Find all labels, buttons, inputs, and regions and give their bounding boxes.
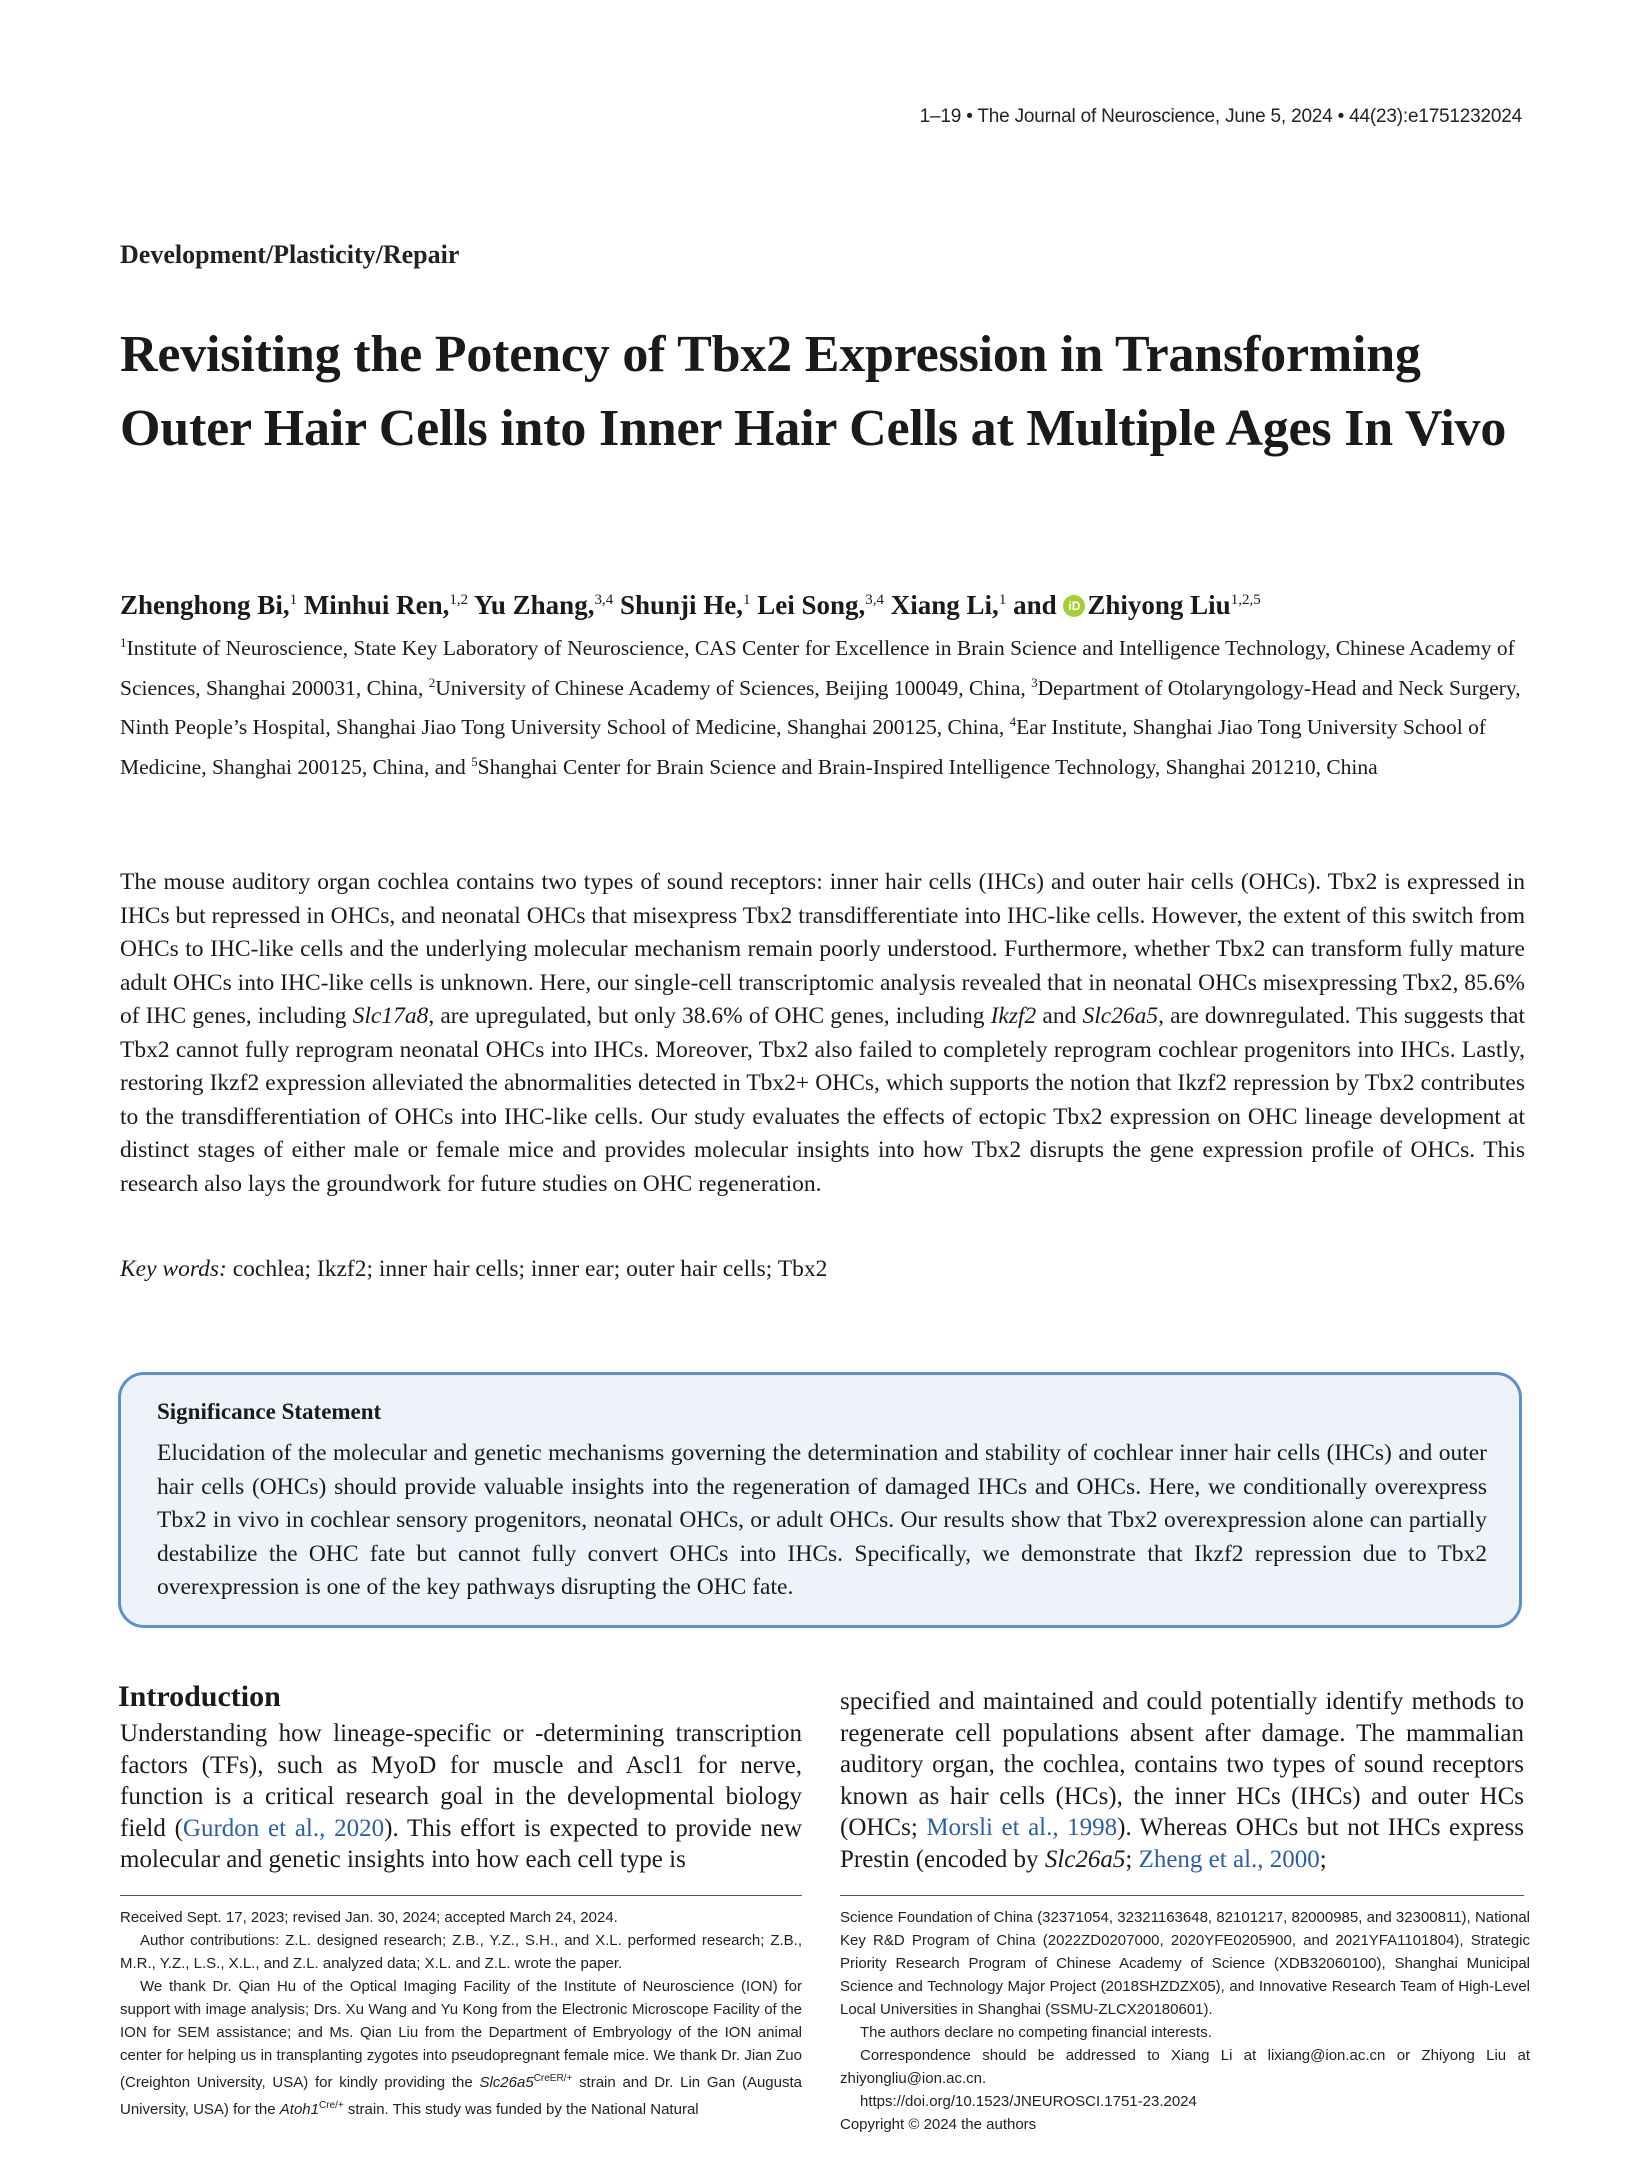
author-name: Minhui Ren, [303,590,450,620]
citation-link[interactable]: Gurdon et al., 2020 [182,1814,385,1842]
correspondence: Correspondence should be addressed to Xiang Li at lixiang@ion.ac.cn or Zhiyong Liu at zhiyongliu@ion.ac.cn. [840,2047,1530,2087]
body-text: Understanding how lineage-specific or -determining transcription factors (TFs), such as MyoD for muscle and Ascl1 for nerve, function is a critical research goal in the developmental biology field ( [120,1720,802,1842]
affiliation-text: Ear Institute, Shanghai Jiao Tong University School of Medicine, Shanghai 200125, China, and [120,715,1487,779]
section-label: Development/Plasticity/Repair [120,240,460,269]
author-affiliation-sup: 3,4 [865,592,885,608]
author-name: Lei Song, [757,590,866,620]
significance-body: Elucidation of the molecular and genetic mechanisms governing the determination and stability of cochlear inner hair cells (IHCs) and outer hair cells (OHCs) should provide valuable insights into the regeneration of damaged IHCs and OHCs. Here, we conditionally overexpress Tbx2 in vivo in cochlear sensory progenitors, neonatal OHCs, or adult OHCs. Our results show that Tbx2 overexpression alone can partially destabilize the OHC fate but cannot fully convert OHCs into IHCs. Specifically, we demonstrate that Ikzf2 repression due to Tbx2 overexpression is one of the key pathways disrupting the OHC fate. [157,1440,1487,1600]
footnote-divider [840,1895,1524,1896]
affiliation-text: University of Chinese Academy of Sciences, Beijing 100049, China, [435,675,1032,700]
doi-link[interactable]: https://doi.org/10.1523/JNEUROSCI.1751-23.2024 [860,2093,1197,2110]
citation-link[interactable]: Morsli et al., 1998 [926,1814,1118,1841]
body-text: ). This effort is expected to provide new molecular and genetic insights into how each cell type is [120,1814,803,1873]
affiliation-number: 3 [1031,674,1038,690]
introduction-left-column [120,1718,802,1876]
affiliation-number: 5 [471,753,478,769]
footnotes-left [120,1906,802,2121]
abstract [120,866,1525,1201]
footnote-text: strain. This study was funded by the National Natural [343,2101,699,2118]
keywords-text: cochlea; Ikzf2; inner hair cells; inner ear; outer hair cells; Tbx2 [232,1256,828,1282]
footnote-divider [120,1895,802,1896]
article-title: Revisiting the Potency of Tbx2 Expression in Transforming Outer Hair Cells into Inner Hair Cells at Multiple Ages In Vivo [120,326,1507,457]
allele-sup: CreER/+ [533,2073,573,2084]
orcid-icon[interactable]: iD [1063,595,1085,617]
funding: Science Foundation of China (32371054, 32321163648, 82101217, 82000985, and 32300811), National Key R&D Program of China (2022ZD0207000, 2020YFE0205900, and 2021YFA1101804), Strategic Priority Research Program of Chinese Academy of Science (XDB32060100), Shanghai Municipal Science and Technology Major Project (2018SHZDZX05), and Innovative Research Team of High-Level Local Universities in Shanghai (SSMU-ZLCX20180601). [840,1909,1530,2018]
significance-title: Significance Statement [157,1399,382,1424]
affiliation-number: 2 [428,674,436,690]
abstract-text: , are downregulated. This suggests that Tbx2 cannot fully reprogram neonatal OHCs into IHCs. Moreover, Tbx2 also failed to completely reprogram cochlear progenitors into IHCs. Lastly, restoring Ikzf2 expression alleviated the abnormalities detected in Tbx2+ OHCs, which supports the notion that Ikzf2 repression by Tbx2 contributes to the transdifferentiation of OHCs into IHC-like cells. Our study evaluates the effects of ectopic Tbx2 expression on OHC lineage development at distinct stages of either male or female mice and provides molecular insights into how Tbx2 disrupts the gene expression profile of OHCs. This research also lays the groundwork for future studies on OHC regeneration. [120,1003,1525,1197]
author-affiliation-sup: 1,2,5 [1230,592,1261,608]
keywords [120,1256,1525,1283]
body-text: ; [1125,1845,1139,1873]
author-affiliation-sup: 1 [289,592,298,608]
abstract-text: The mouse auditory organ cochlea contains two types of sound receptors: inner hair cells (IHCs) and outer hair cells (OHCs). Tbx2 is expressed in IHCs but repressed in OHCs, and neonatal OHCs that misexpress Tbx2 transdifferentiate into IHC-like cells. However, the extent of this switch from OHCs to IHC-like cells and the underlying molecular mechanism remain poorly understood. Furthermore, whether Tbx2 can transform fully mature adult OHCs into IHC-like cells is unknown. Here, our single-cell transcriptomic analysis revealed that in neonatal OHCs misexpressing Tbx2, 85.6% of IHC genes, including [120,869,1525,1029]
gene-name: Slc26a5 [1082,1003,1159,1029]
body-text: ). Whereas OHCs but not IHCs express Prestin (encoded by [840,1814,1524,1873]
affiliation-text: Shanghai Center for Brain Science and Brain-Inspired Intelligence Technology, Shanghai 201210, China [477,754,1378,779]
copyright: Copyright © 2024 the authors [840,2116,1037,2133]
author-name: Shunji He, [619,590,743,620]
author-affiliation-sup: 3,4 [594,592,614,608]
gene-name: Ikzf2 [990,1003,1037,1029]
author-list [120,590,1540,621]
affiliation-number: 4 [1009,714,1017,729]
author-name: Xiang Li, [890,590,999,620]
author-name: Zhenghong Bi, [120,590,290,620]
allele-sup: Cre/+ [318,2100,344,2111]
gene-name: Atoh1 [279,2101,319,2118]
author-name: Yu Zhang, [473,590,595,620]
received-dates: Received Sept. 17, 2023; revised Jan. 30, 2024; accepted March 24, 2024. [120,1909,618,1926]
significance-statement-box [118,1372,1522,1628]
affiliation-number: 1 [120,635,127,650]
body-text: ; [1319,1845,1327,1873]
introduction-right-column [840,1686,1524,1875]
abstract-text: , are upregulated, but only 38.6% of OHC genes, including [428,1003,991,1029]
affiliation-text: Department of Otolaryngology-Head and Neck Surgery, Ninth People’s Hospital, Shanghai Jiao Tong University School of Medicine, Shanghai 200125, China, [120,675,1521,739]
author-conjunction: and [1013,590,1057,620]
footnotes-right [840,1906,1530,2136]
author-affiliation-sup: 1,2 [449,592,469,608]
footnote-text: strain and Dr. Lin Gan (Augusta University, USA) for the [120,2074,802,2118]
author-name: Zhiyong Liu [1087,590,1231,620]
gene-name: Slc26a5 [479,2074,534,2091]
gene-name: Slc26a5 [1044,1845,1126,1873]
affiliation-text: Institute of Neuroscience, State Key Laboratory of Neuroscience, CAS Center for Excellence in Brain Science and Intelligence Technology, Chinese Academy of Sciences, Shanghai 200031, China, [120,636,1515,700]
acknowledgments [120,1975,802,2121]
running-head: 1–19 • The Journal of Neuroscience, June 5, 2024 • 44(23):e1751232024 [919,106,1522,127]
author-affiliation-sup: 1 [998,592,1007,608]
body-text: specified and maintained and could potentially identify methods to regenerate cell populations absent after damage. The mammalian auditory organ, the cochlea, contains two types of sound receptors known as hair cells (HCs), the inner HCs (IHCs) and outer HCs (OHCs; [840,1688,1524,1841]
author-affiliation-sup: 1 [743,592,751,608]
competing-interests: The authors declare no competing financial interests. [860,2024,1212,2041]
footnote-text: We thank Dr. Qian Hu of the Optical Imaging Facility of the Institute of Neuroscience (ION) for support with image analysis; Drs. Xu Wang and Yu Kong from the Electronic Microscope Facility of the ION for SEM assistance; and Ms. Qian Liu from the Department of Embryology of the ION animal center for helping us in transplanting zygotes into pseudopregnant female mice. We thank Dr. Jian Zuo (Creighton University, USA) for kindly providing the [120,1978,802,2091]
gene-name: Slc17a8 [352,1003,429,1029]
abstract-text: and [1036,1003,1083,1029]
keywords-label: Key words: [120,1256,227,1282]
citation-link[interactable]: Zheng et al., 2000 [1138,1845,1320,1873]
affiliations [120,626,1525,784]
introduction-heading: Introduction [118,1680,281,1713]
author-contributions: Author contributions: Z.L. designed research; Z.B., Y.Z., S.H., and X.L. performed research; Z.B., M.R., Y.Z., L.S., X.L., and Z.L. analyzed data; X.L. and Z.L. wrote the paper. [120,1932,802,1972]
